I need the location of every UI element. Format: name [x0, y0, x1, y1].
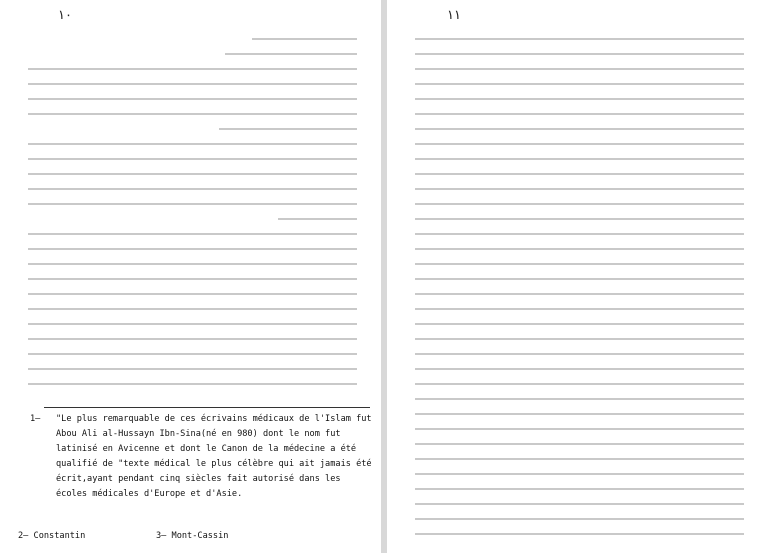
footnote-text: "Le plus remarquable de ces écrivains médicaux de l'Islam fut Abou Ali al-Hussayn Ibn-Sina(né en 980) dont le nom fut latinisé en Avicenne et dont le Canon de la médecine a été qualifié de "texte médical le plus célèbre qui ait jamais été écrit,ayant pendant cinq siècles fait autorisé dans les écoles médicales d'Europe et d'Asie.: [56, 414, 377, 499]
left-page-body: [28, 38, 357, 398]
footnote-marker: 1—: [30, 414, 41, 424]
right-page-body: [415, 38, 744, 548]
footnote-label-mont-cassin: 3— Mont-Cassin: [156, 531, 229, 541]
footnote-1: [20, 412, 377, 502]
right-page-number: ۱۱: [447, 8, 461, 23]
left-page-number: ۱۰: [58, 8, 72, 23]
footnote-divider: [44, 407, 370, 408]
right-page: [387, 0, 768, 553]
left-page: [0, 0, 381, 553]
footnote-label-constantin: 2— Constantin: [18, 531, 86, 541]
